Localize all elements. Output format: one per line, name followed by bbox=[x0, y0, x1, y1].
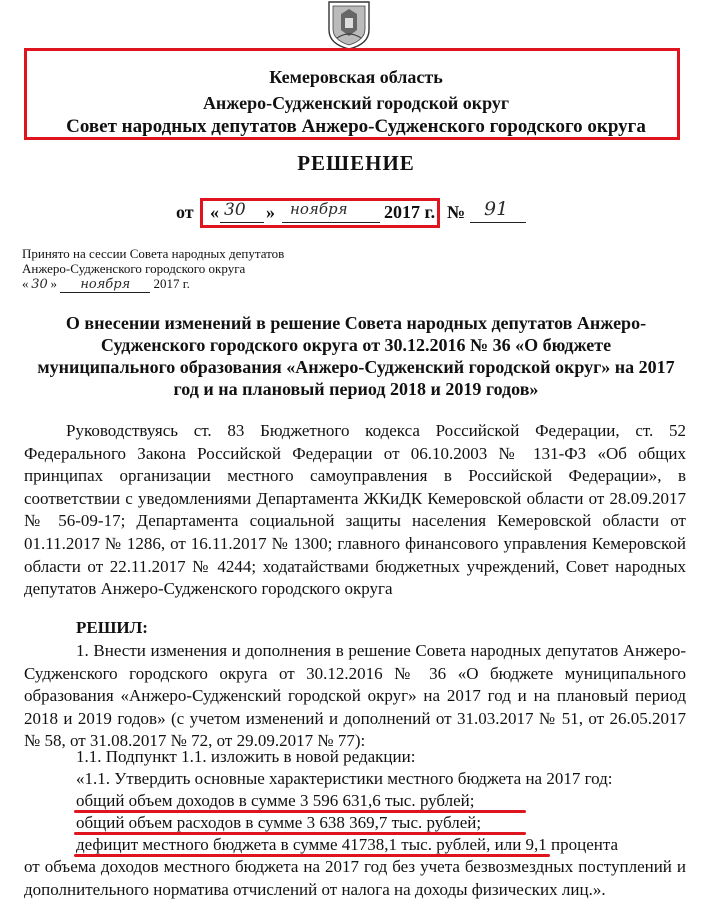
council-name: Совет народных депутатов Анжеро-Судженского городского округа bbox=[66, 116, 646, 137]
document-type-title: РЕШЕНИЕ bbox=[297, 151, 415, 175]
deficit-percent: или 9,1 процента bbox=[490, 835, 619, 854]
date-quote-open: « bbox=[210, 202, 219, 222]
adoption-year: 2017 г. bbox=[153, 276, 190, 291]
district-name: Анжеро-Судженский городской округ bbox=[202, 93, 510, 113]
adoption-date bbox=[22, 276, 284, 292]
preamble-paragraph: Руководствуясь ст. 83 Бюджетного кодекса Российской Федерации, ст. 52 Федерального Закона Российской Федерации от 06.10.2003 № 131-ФЗ «Об общих принципах организации местного самоуправления в Российской Федерации», в соответствии с уведомлениями Департамента ЖКиДК Кемеровской области от 28.09.2017 № 56-09-17; Департамента социальной защиты населения Кемеровской области от 01.11.2017 № 1286, от 16.11.2017 № 1300; главного финансового управления Кемеровской области от 22.11.2017 № 4244; ходатайствами бюджетных учреждений, Совет народных депутатов Анжеро-Судженского городского округа bbox=[24, 421, 686, 599]
adoption-quote-open: « bbox=[22, 276, 29, 291]
day-underline bbox=[220, 222, 264, 223]
decision-subject: О внесении изменений в решение Совета народных депутатов Анжеро-Судженского городского округа от 30.12.2016 № 36 «О бюджете муниципального образования «Анжеро-Судженский городской округ» на 2017 год и на плановый период 2018 и 2019 годов» bbox=[37, 313, 675, 399]
item-1-1-quote: «1.1. Утвердить основные характеристики местного бюджета на 2017 год: bbox=[76, 769, 613, 788]
income-line: общий объем доходов в сумме 3 596 631,6 тыс. рублей; bbox=[76, 791, 475, 810]
resolved-label: РЕШИЛ: bbox=[76, 618, 148, 637]
adoption-quote-close: » bbox=[50, 276, 57, 291]
number-underline bbox=[470, 222, 526, 223]
adoption-note bbox=[22, 246, 284, 292]
region-name: Кемеровская область bbox=[269, 67, 443, 87]
date-from-label: от bbox=[176, 202, 194, 222]
date-quote-close: » bbox=[266, 202, 275, 222]
decision-date-line bbox=[0, 198, 712, 228]
number-label: № bbox=[447, 202, 466, 222]
adoption-line-2: Анжеро-Судженского городского округа bbox=[22, 261, 246, 276]
item-1-1-line: 1.1. Подпункт 1.1. изложить в новой редакции: bbox=[76, 747, 416, 766]
deficit-continuation: от объема доходов местного бюджета на 2017 год без учета безвозмездных поступлений и дополнительного норматива отчислений от налога на доходы физических лиц.». bbox=[24, 857, 686, 899]
deficit-amount: дефицит местного бюджета в сумме 41738,1 тыс. рублей, bbox=[76, 835, 491, 854]
deficit-line bbox=[76, 834, 712, 856]
date-year: 2017 г. bbox=[384, 202, 436, 222]
month-underline bbox=[282, 222, 380, 223]
adoption-day-handwritten: 30 bbox=[31, 277, 48, 292]
decision-number-handwritten: 91 bbox=[484, 198, 509, 220]
adoption-month-handwritten: ноября bbox=[60, 277, 150, 293]
date-day-handwritten: 30 bbox=[224, 200, 246, 220]
coat-of-arms-emblem bbox=[323, 0, 375, 50]
date-month-handwritten: ноября bbox=[290, 200, 348, 218]
expenses-line: общий объем расходов в сумме 3 638 369,7 тыс. рублей; bbox=[76, 813, 482, 832]
adoption-line-1: Принято на сессии Совета народных депутатов bbox=[22, 246, 285, 261]
item-1-paragraph: 1. Внести изменения и дополнения в решение Совета народных депутатов Анжеро-Судженского городского округа от 30.12.2016 № 36 «О бюджете муниципального образования «Анжеро-Судженский городской округ» на 2017 год и на плановый период 2018 и 2019 годов» (с учетом изменений и дополнений от 31.03.2017 № 51, от 26.05.2017 № 58, от 31.08.2017 № 72, от 29.09.2017 № 77): bbox=[24, 641, 686, 751]
